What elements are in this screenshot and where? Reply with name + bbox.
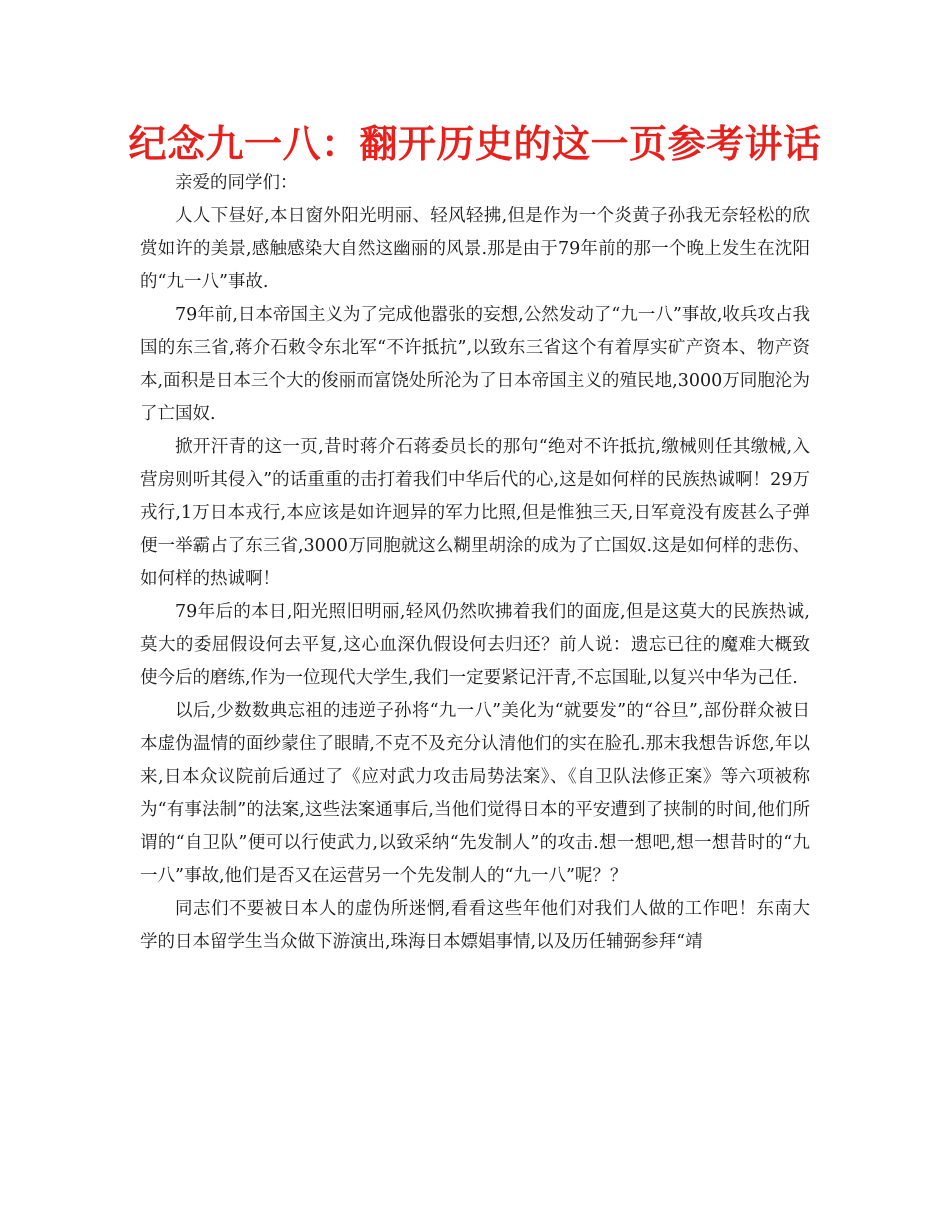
- salutation: 亲爱的同学们：: [175, 173, 298, 193]
- paragraph-3: 掀开汗青的这一页,昔时蒋介石蒋委员长的那句“绝对不许抵抗,缴械则任其缴械,入营房则听其侵入”的话重重的击打着我们中华后代的心,这是如何样的民族热诚啊！29万戎行,1万日本戎行,本应该是如许迥异的军力比照,但是惟独三天,日军竟没有废甚么子弹便一举霸占了东三省,3000万同胞就这么糊里胡涂的成为了亡国奴.这是如何样的悲伤、如何样的热诚啊！: [140, 437, 810, 589]
- paragraph-4: 79年后的本日,阳光照旧明丽,轻风仍然吹拂着我们的面庞,但是这莫大的民族热诚,莫大的委屈假设何去平复,这心血深仇假设何去归还？前人说：遗忘已往的魔难大概致使今后的磨练,作为一位现代大学生,我们一定要紧记汗青,不忘国耻,以复兴中华为己任.: [140, 602, 810, 688]
- paragraph-2: 79年前,日本帝国主义为了完成他嚣张的妄想,公然发动了“九一八”事故,收兵攻占我国的东三省,蒋介石敕令东北军“不许抵抗”,以致东三省这个有着厚实矿产资本、物产资本,面积是日本三个大的俊丽而富饶处所沦为了日本帝国主义的殖民地,3000万同胞沦为了亡国奴.: [140, 305, 810, 424]
- paragraph-5: 以后,少数数典忘祖的违逆子孙将“九一八”美化为“就要发”的“谷旦”,部份群众被日本虚伪温情的面纱蒙住了眼睛,不克不及充分认清他们的实在脸孔.那末我想告诉您,年以来,日本众议院前后通过了《应对武力攻击局势法案》、《自卫队法修正案》等六项被称为“有事法制”的法案,这些法案通事后,当他们觉得日本的平安遭到了挟制的时间,他们所谓的“自卫队”便可以行使武力,以致采纳“先发制人”的攻击.想一想吧,想一想昔时的“九一八”事故,他们是否又在运营另一个先发制人的“九一八”呢？？: [140, 701, 810, 886]
- document-title: 纪念九一八：翻开历史的这一页参考讲话: [128, 122, 822, 166]
- paragraph-6: 同志们不要被日本人的虚伪所迷惘,看看这些年他们对我们人做的工作吧！东南大学的日本留学生当众做下游演出,珠海日本嫖娼事情,以及历任辅弼参拜“靖: [140, 899, 810, 952]
- paragraph-1: 人人下昼好,本日窗外阳光明丽、轻风轻拂,但是作为一个炎黄子孙我无奈轻松的欣赏如许的美景,感触感染大自然这幽丽的风景.那是由于79年前的那一个晚上发生在沈阳的“九一八”事故.: [140, 206, 810, 292]
- document-body: [140, 167, 810, 959]
